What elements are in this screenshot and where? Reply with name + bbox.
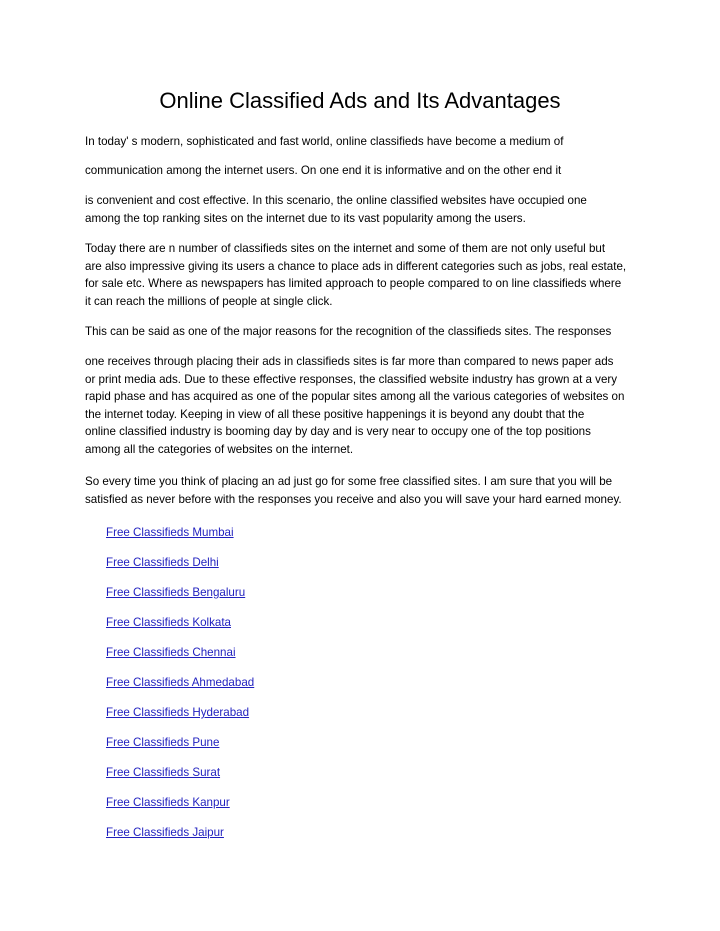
paragraph-line: or print media ads. Due to these effective responses, the classified website industry has grown at a very (85, 372, 618, 386)
paragraph-line: are also impressive giving its users a chance to place ads in different categories such as jobs, real estate, (85, 259, 627, 273)
paragraph-line: In today' s modern, sophisticated and fast world, online classifieds have become a medium of (85, 135, 564, 148)
paragraph-6 (85, 353, 645, 458)
paragraph-line: satisfied as never before with the responses you receive and also you will save your hard earned money. (85, 492, 622, 506)
paragraph-line: So every time you think of placing an ad just go for some free classified sites. I am sure that you will be (85, 475, 613, 488)
paragraph-line: one receives through placing their ads in classifieds sites is far more than compared to news paper ads (85, 355, 614, 368)
paragraph-3 (85, 192, 645, 227)
paragraph-line: for sale etc. Where as newspapers has limited approach to people compared to on line classifieds where (85, 277, 622, 290)
paragraph-line: the internet today. Keeping in view of all these positive happenings it is beyond any doubt that the (85, 407, 585, 421)
list-item (106, 733, 254, 763)
link-free-classifieds-bengaluru[interactable]: Free Classifieds Bengaluru (106, 586, 246, 599)
paragraph-line: among all the categories of websites on the internet. (85, 442, 354, 456)
paragraph-4 (85, 240, 645, 310)
list-item (106, 553, 254, 583)
link-free-classifieds-surat[interactable]: Free Classifieds Surat (106, 766, 221, 779)
link-free-classifieds-chennai[interactable]: Free Classifieds Chennai (106, 646, 236, 659)
paragraph-2 (85, 162, 645, 180)
list-item (106, 613, 254, 643)
link-free-classifieds-delhi[interactable]: Free Classifieds Delhi (106, 556, 219, 569)
list-item (106, 643, 254, 673)
link-free-classifieds-jaipur[interactable]: Free Classifieds Jaipur (106, 826, 224, 839)
paragraph-line: among the top ranking sites on the internet due to its vast popularity among the users. (85, 211, 526, 225)
paragraph-line: Today there are n number of classifieds sites on the internet and some of them are not only useful but (85, 242, 606, 255)
list-item (106, 703, 254, 733)
list-item (106, 523, 254, 553)
link-free-classifieds-pune[interactable]: Free Classifieds Pune (106, 736, 220, 749)
paragraph-line: online classified industry is booming day by day and is very near to occupy one of the top positions (85, 425, 591, 438)
paragraph-line: communication among the internet users. On one end it is informative and on the other end it (85, 164, 562, 177)
link-free-classifieds-mumbai[interactable]: Free Classifieds Mumbai (106, 526, 234, 539)
list-item (106, 763, 254, 793)
paragraph-line: is convenient and cost effective. In this scenario, the online classified websites have occupied one (85, 194, 587, 207)
paragraph-1 (85, 133, 645, 151)
paragraph-line: This can be said as one of the major reasons for the recognition of the classifieds sites. The responses (85, 325, 612, 338)
list-item (106, 823, 254, 853)
paragraph-5 (85, 323, 645, 341)
page-title: Online Classified Ads and Its Advantages (159, 88, 561, 113)
city-links-list (106, 523, 254, 853)
paragraph-line: it can reach the millions of people at single click. (85, 294, 333, 308)
link-free-classifieds-kanpur[interactable]: Free Classifieds Kanpur (106, 796, 230, 809)
list-item (106, 673, 254, 703)
list-item (106, 583, 254, 613)
paragraph-7 (85, 473, 645, 508)
link-free-classifieds-hyderabad[interactable]: Free Classifieds Hyderabad (106, 706, 250, 719)
paragraph-line: rapid phase and has acquired as one of the popular sites among all the various categories of websites on (85, 390, 625, 403)
link-free-classifieds-ahmedabad[interactable]: Free Classifieds Ahmedabad (106, 676, 255, 689)
list-item (106, 793, 254, 823)
link-free-classifieds-kolkata[interactable]: Free Classifieds Kolkata (106, 616, 232, 629)
